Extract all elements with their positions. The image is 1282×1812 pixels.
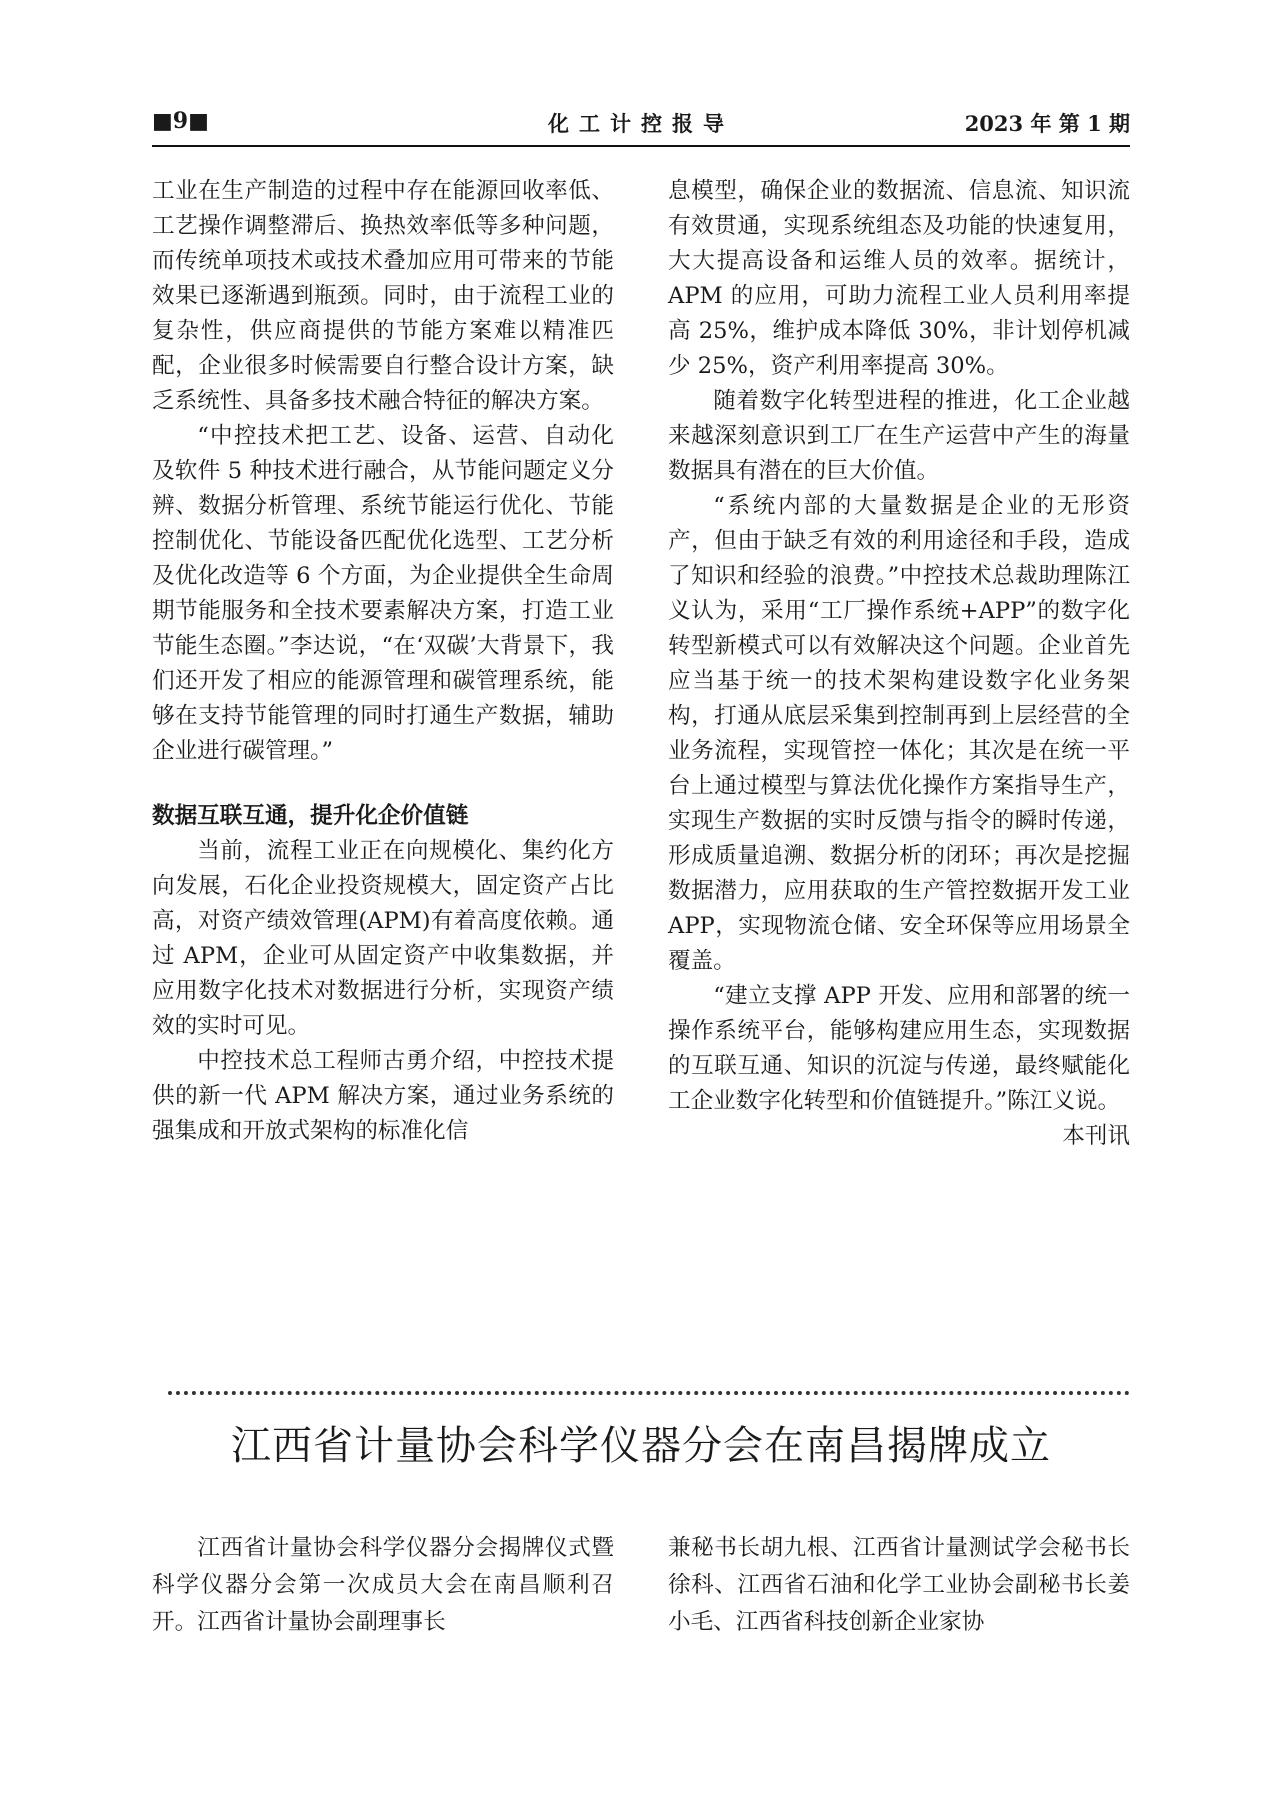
- paragraph: 息模型，确保企业的数据流、信息流、知识流有效贯通，实现系统组态及功能的快速复用，大大提高设备和运维人员的效率。据统计，APM 的应用，可助力流程工业人员利用率提高 25%，维护成本降低 30%，非计划停机减少 25%，资产利用率提高 30%。: [668, 178, 1130, 379]
- paragraph: 兼秘书长胡九根、江西省计量测试学会秘书长徐科、江西省石油和化学工业协会副秘书长姜小毛、江西省科技创新企业家协: [668, 1535, 1130, 1635]
- section-heading: 数据互联互通，提升化企价值链: [152, 803, 469, 829]
- article2-left-column: [152, 1530, 614, 1641]
- paragraph: 当前，流程工业正在向规模化、集约化方向发展，石化企业投资规模大，固定资产占比高，对资产绩效管理(APM)有着高度依赖。通过 APM，企业可从固定资产中收集数据，并应用数字化技术对数据进行分析，实现资产绩效的实时可见。: [152, 838, 614, 1039]
- paragraph: 随着数字化转型进程的推进，化工企业越来越深刻意识到工厂在生产运营中产生的海量数据具有潜在的巨大价值。: [668, 388, 1130, 484]
- article2-right-column: [668, 1530, 1130, 1641]
- byline: 本刊讯: [1062, 1123, 1130, 1149]
- paragraph: 江西省计量协会科学仪器分会揭牌仪式暨科学仪器分会第一次成员大会在南昌顺利召开。江西省计量协会副理事长: [152, 1535, 614, 1635]
- header-rule: [152, 145, 1130, 147]
- paragraph: 工业在生产制造的过程中存在能源回收率低、工艺操作调整滞后、换热效率低等多种问题，而传统单项技术或技术叠加应用可带来的节能效果已逐渐遇到瓶颈。同时，由于流程工业的复杂性，供应商提供的节能方案难以精准匹配，企业很多时候需要自行整合设计方案，缺乏系统性、具备多技术融合特征的解决方案。: [152, 178, 614, 414]
- page-number: ■9■: [152, 108, 209, 134]
- paragraph: “系统内部的大量数据是企业的无形资产，但由于缺乏有效的利用途径和手段，造成了知识和经验的浪费。”中控技术总裁助理陈江义认为，采用“工厂操作系统+APP”的数字化转型新模式可以有效解决这个问题。企业首先应当基于统一的技术架构建设数字化业务架构，打通从底层采集到控制再到上层经营的全业务流程，实现管控一体化；其次是在统一平台上通过模型与算法优化操作方案指导生产，实现生产数据的实时反馈与指令的瞬时传递，形成质量追溯、数据分析的闭环；再次是挖掘数据潜力，应用获取的生产管控数据开发工业 APP，实现物流仓储、安全环保等应用场景全覆盖。: [668, 493, 1130, 974]
- page-header: [152, 108, 1130, 144]
- article1-left-column: [152, 174, 614, 1149]
- dotted-separator: [168, 1391, 1130, 1395]
- paragraph: “建立支撑 APP 开发、应用和部署的统一操作系统平台，能够构建应用生态，实现数据的互联互通、知识的沉淀与传递，最终赋能化工企业数字化转型和价值链提升。”陈江义说。: [668, 983, 1130, 1114]
- journal-name: 化工计控报导: [548, 111, 734, 136]
- paragraph: “中控技术把工艺、设备、运营、自动化及软件 5 种技术进行融合，从节能问题定义分辨、数据分析管理、系统节能运行优化、节能控制优化、节能设备匹配优化选型、工艺分析及优化改造等 6 个方面，为企业提供全生命周期节能服务和全技术要素解决方案，打造工业节能生态圈。”李达说，“在‘双碳’大背景下，我们还开发了相应的能源管理和碳管理系统，能够在支持节能管理的同时打通生产数据，辅助企业进行碳管理。”: [152, 423, 614, 764]
- article1-right-column: [668, 174, 1130, 1154]
- article-title: 江西省计量协会科学仪器分会在南昌揭牌成立: [231, 1423, 1051, 1469]
- issue-label: 2023 年 第 1 期: [964, 111, 1130, 136]
- paragraph: 中控技术总工程师古勇介绍，中控技术提供的新一代 APM 解决方案，通过业务系统的强集成和开放式架构的标准化信: [152, 1048, 614, 1144]
